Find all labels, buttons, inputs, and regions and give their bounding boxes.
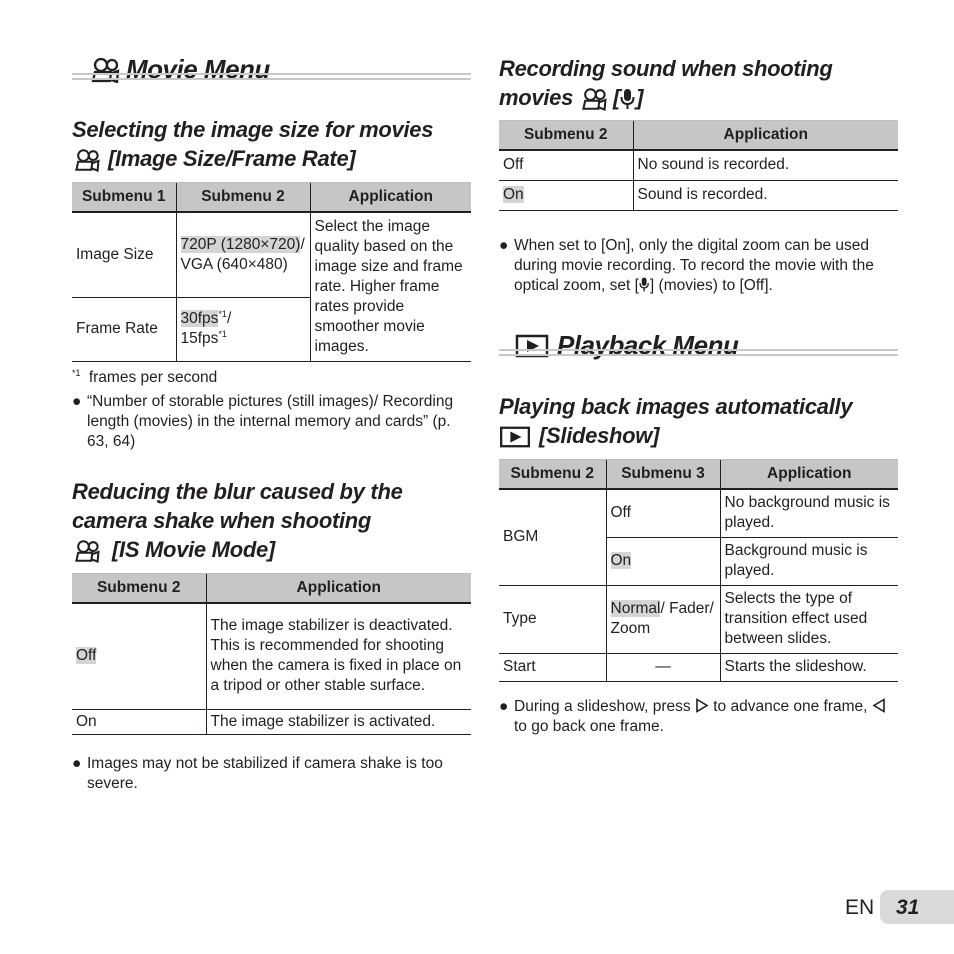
table-header: Application (633, 121, 898, 151)
bullet-icon: ● (499, 237, 509, 254)
playback-menu-heading (515, 330, 738, 361)
selected-option: 30fps (180, 310, 219, 327)
recording-sound-table (499, 120, 898, 211)
image-size-table (72, 182, 471, 362)
movie-camera-icon (579, 83, 609, 112)
table-header: Submenu 3 (606, 460, 720, 490)
submenu1-frame-rate: Frame Rate (72, 297, 176, 361)
table-header: Application (206, 574, 471, 604)
table-header-row (72, 574, 471, 604)
movie-menu-title: Movie Menu (126, 54, 270, 84)
movie-camera-icon (72, 144, 102, 173)
bullet-note: ● Images may not be stabilized if camera shake is too severe. (72, 755, 443, 792)
microphone-icon (639, 277, 650, 294)
page-number: 31 (896, 896, 920, 919)
slideshow-section-title: Playing back images automatically [Slideshow] (499, 394, 853, 448)
table-header: Submenu 1 (72, 183, 176, 213)
table-row: On Sound is recorded. (499, 180, 898, 210)
slideshow-table (499, 459, 898, 682)
bullet-note: ● When set to [On], only the digital zoom can be used during movie recording. To record the movie with the optical zoom, set [ ] (movies) to [Off]. (499, 237, 874, 294)
footnote: $^{*1}$ frames per second (72, 367, 218, 386)
movie-menu-heading (88, 54, 270, 85)
bullet-note: ● During a slideshow, press to advance one frame, to go back one frame. (499, 697, 898, 737)
bullet-note: ● “Number of storable pictures (still images)/ Recording length (movies) in the internal memory and cards” (p. 63, 64) (72, 393, 454, 450)
submenu1-image-size: Image Size (72, 212, 176, 297)
table-row: Type Normal/ Fader/ Zoom Selects the type of transition effect used between slides. (499, 585, 898, 653)
playback-menu-title: Playback Menu (557, 330, 739, 360)
bullet-icon: ● (72, 393, 82, 410)
table-header: Submenu 2 (176, 183, 310, 213)
selected-option: Normal (610, 600, 661, 617)
table-row: BGM Off No background music is played. (499, 489, 898, 537)
table-header-row (499, 460, 898, 490)
movie-camera-icon (72, 535, 102, 564)
table-row: Off No sound is recorded. (499, 150, 898, 180)
image-size-application: Select the image quality based on the image size and frame rate. Higher frame rates provide smoother movie images. (310, 212, 471, 361)
table-header: Application (310, 183, 471, 213)
table-row: Start — Starts the slideshow. (499, 653, 898, 681)
selected-option: On (503, 186, 524, 203)
selected-option: Off (76, 647, 97, 665)
table-header-row (72, 183, 471, 213)
bullet-icon: ● (72, 755, 82, 772)
table-header: Submenu 2 (72, 574, 206, 604)
table-header: Submenu 2 (499, 121, 633, 151)
language-label: EN (845, 896, 875, 919)
is-mode-section-title: Reducing the blur caused by the camera shake when shooting [IS Movie Mode] (72, 479, 403, 562)
bullet-icon: ● (499, 698, 509, 715)
table-header-row (499, 121, 898, 151)
table-header: Application (720, 460, 898, 490)
table-row: On Background music is played. (499, 537, 898, 585)
table-row: Off The image stabilizer is deactivated. This is recommended for shooting when the camera is fixed in place on a tripod or other stable surface. (72, 603, 471, 709)
image-size-section-title (72, 115, 471, 173)
is-mode-table (72, 573, 471, 735)
table-header: Submenu 2 (499, 460, 606, 490)
table-row (72, 212, 471, 297)
table-row: On The image stabilizer is activated. (72, 709, 471, 734)
microphone-icon (620, 83, 636, 112)
arrow-right-icon (695, 698, 709, 715)
selected-option: 720P (1280×720) (180, 235, 301, 253)
image-size-title-line1: Selecting the image size for movies (72, 117, 434, 142)
image-size-options: 720P (1280×720)/ VGA (640×480) (176, 212, 310, 297)
movie-menu-rule (72, 73, 471, 80)
playback-menu-rule (499, 349, 898, 356)
frame-rate-options: 30fps$^{*1}$/ 15fps$^{*1}$ (176, 297, 310, 361)
playback-icon (499, 421, 531, 450)
arrow-left-icon (872, 698, 886, 715)
selected-option: On (610, 552, 632, 569)
image-size-title-line2: [Image Size/Frame Rate] (72, 144, 471, 173)
recording-sound-section-title: Recording sound when shooting movies [ ] (499, 56, 833, 110)
